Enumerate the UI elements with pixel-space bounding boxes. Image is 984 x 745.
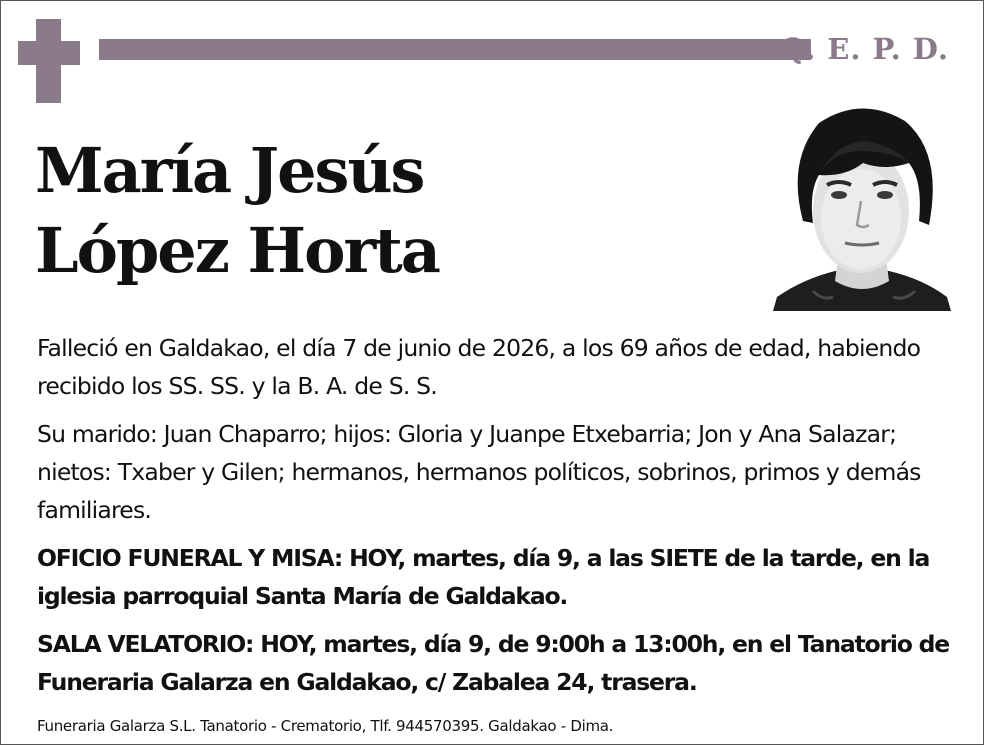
deceased-name (35, 131, 439, 291)
portrait-photo (773, 101, 951, 311)
funeral-home-footer: Funeraria Galarza S.L. Tanatorio - Crematorio, Tlf. 944570395. Galdakao - Dima. (37, 717, 614, 735)
wake-paragraph: SALA VELATORIO: HOY, martes, día 9, de 9:00h a 13:00h, en el Tanatorio de Funeraria Galarza en Galdakao, c/ Zabalea 24, trasera. (37, 630, 950, 696)
cross-icon (18, 19, 80, 103)
name-line-2: López Horta (35, 214, 439, 287)
funeral-paragraph: OFICIO FUNERAL Y MISA: HOY, martes, día 9, a las SIETE de la tarde, en la iglesia parroquial Santa María de Galdakao. (37, 544, 930, 610)
family-paragraph: Su marido: Juan Chaparro; hijos: Gloria y Juanpe Etxebarria; Jon y Ana Salazar; nietos: Txaber y Gilen; hermanos, hermanos políticos, sobrinos, primos y demás familiares. (37, 420, 921, 524)
qepd-label: Q. E. P. D. (780, 32, 949, 66)
header-rule (99, 39, 811, 60)
notice-body (37, 329, 957, 711)
name-line-1: María Jesús (35, 134, 424, 207)
death-paragraph: Falleció en Galdakao, el día 7 de junio de 2026, a los 69 años de edad, habiendo recibido los SS. SS. y la B. A. de S. S. (37, 334, 921, 400)
